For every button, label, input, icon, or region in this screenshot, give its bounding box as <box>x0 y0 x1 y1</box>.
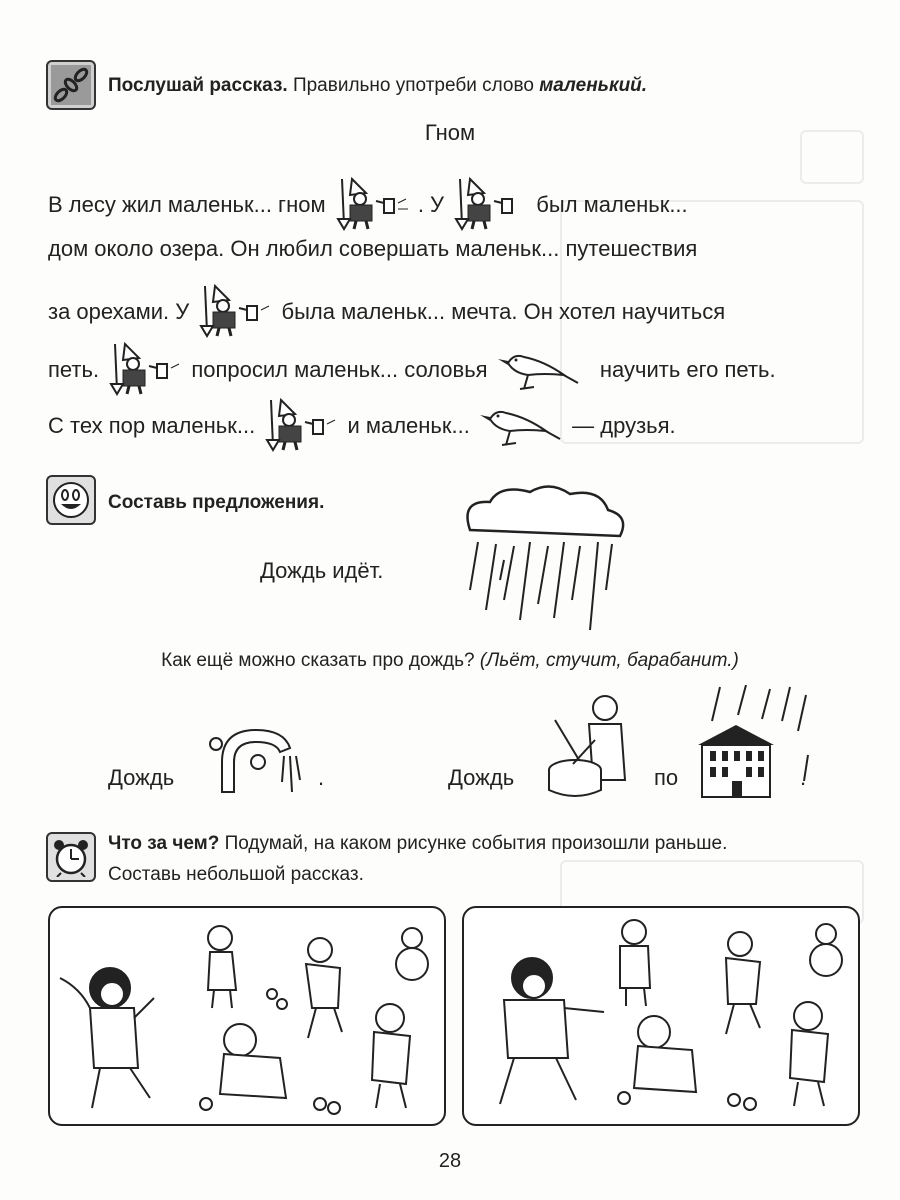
gnome-icon <box>450 175 530 237</box>
story-title: Гном <box>424 120 476 145</box>
rain-dot-1: . <box>318 765 325 790</box>
story-text: С тех пор маленьк... <box>48 412 256 438</box>
page-number: 28 <box>438 1150 462 1172</box>
gnome-icon <box>195 282 275 344</box>
boy-drummer-icon <box>545 690 635 810</box>
smiley-face-icon <box>46 475 96 525</box>
section2-instruction <box>108 487 324 518</box>
story-line-3 <box>48 282 725 344</box>
picture-panel-left <box>48 906 446 1126</box>
gnome-icon <box>332 175 412 237</box>
story-text: научить его петь. <box>599 356 776 382</box>
gnome-icon <box>261 396 341 458</box>
story-text: — друзья. <box>572 412 676 438</box>
rain-dot-2: . <box>800 765 807 790</box>
snowball-fight-scene-icon <box>50 908 444 1124</box>
sentence: Дождь идёт. <box>260 558 384 583</box>
instruction-bold: Составь предложения. <box>108 492 325 513</box>
story-text: В лесу жил маленьк... гном <box>48 191 326 217</box>
story-text: попросил маленьк... соловья <box>191 356 488 382</box>
story-line-4 <box>48 340 776 402</box>
question-text: Как ещё можно сказать про дождь? <box>161 650 475 671</box>
rain-question <box>0 650 900 672</box>
instruction-bold: Послушай рассказ. <box>108 75 288 96</box>
instruction-bold: Что за чем? <box>108 833 220 854</box>
picture-panel-right <box>462 906 860 1126</box>
story-line-1 <box>48 175 688 237</box>
story-line-2: дом около озера. Он любил совершать маленьк... путешествия <box>48 236 698 261</box>
nightingale-icon <box>494 343 584 399</box>
instruction-word: маленький. <box>539 75 648 96</box>
nightingale-icon <box>476 399 566 455</box>
story-text: был маленьк... <box>536 191 688 217</box>
faucet-icon <box>200 722 310 807</box>
house-rain-icon <box>690 685 815 805</box>
instruction-text: Правильно употреби слово <box>287 75 540 96</box>
section3-instruction <box>108 828 727 890</box>
story-text: . У <box>417 191 445 217</box>
rain-word-2: Дождь <box>448 765 515 790</box>
chain-icon <box>46 60 96 110</box>
question-hint: (Льёт, стучит, барабанит.) <box>479 650 739 671</box>
gnome-icon <box>105 340 185 402</box>
rain-cloud-icon <box>440 480 640 645</box>
story-line-5 <box>48 396 676 458</box>
story-text: за орехами. У <box>48 298 190 324</box>
section1-instruction <box>108 70 647 101</box>
rain-word-3: по <box>654 765 679 790</box>
story-text: и маленьк... <box>347 412 470 438</box>
story-text: была маленьк... мечта. Он хотел научиться <box>281 298 726 324</box>
alarm-clock-icon <box>46 832 96 882</box>
rain-word-1: Дождь <box>108 765 175 790</box>
snowball-fight-scene-icon <box>464 908 858 1124</box>
instruction-text: Составь небольшой рассказ. <box>108 864 364 885</box>
story-text: петь. <box>48 356 100 382</box>
instruction-text: Подумай, на каком рисунке события произошли раньше. <box>219 833 728 854</box>
